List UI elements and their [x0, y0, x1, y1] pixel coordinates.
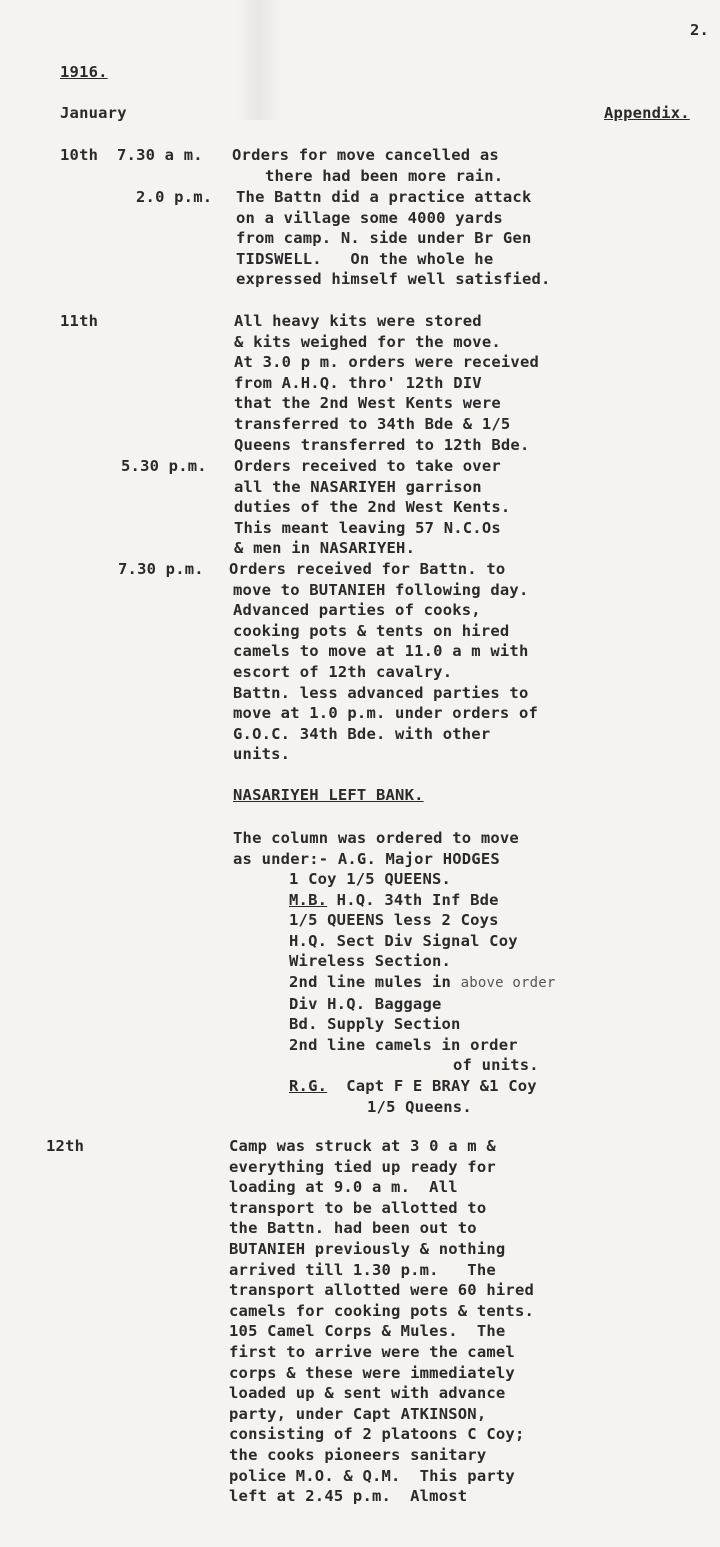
- line: first to arrive were the camel: [229, 1342, 515, 1361]
- line: everything tied up ready for: [229, 1157, 496, 1176]
- line: as under:- A.G. Major HODGES: [233, 849, 500, 868]
- line: G.O.C. 34th Bde. with other: [233, 724, 491, 743]
- entry-11th-2: [234, 456, 510, 559]
- date-12th: 12th: [46, 1137, 85, 1155]
- page-number: 2.: [690, 21, 710, 39]
- line: on a village some 4000 yards: [236, 208, 503, 227]
- line: Camp was struck at 3 0 a m &: [229, 1137, 496, 1155]
- month-label: January: [60, 104, 127, 122]
- line: TIDSWELL. On the whole he: [236, 249, 494, 268]
- line: transferred to 34th Bde & 1/5: [234, 414, 511, 433]
- line: from A.H.Q. thro' 12th DIV: [234, 373, 482, 392]
- line: party, under Capt ATKINSON,: [229, 1404, 487, 1423]
- line: Orders received to take over: [234, 457, 501, 475]
- line: This meant leaving 57 N.C.Os: [234, 518, 501, 537]
- line: BUTANIEH previously & nothing: [229, 1239, 506, 1258]
- line: At 3.0 p m. orders were received: [234, 353, 540, 372]
- column-item: H.Q. Sect Div Signal Coy: [289, 931, 518, 950]
- line: Battn. less advanced parties to: [233, 683, 529, 702]
- line: from camp. N. side under Br Gen: [236, 229, 532, 248]
- column-item-mules: [289, 972, 556, 994]
- above-order-note: above order: [460, 974, 556, 991]
- line: transport allotted were 60 hired: [229, 1281, 535, 1300]
- line: Orders received for Battn. to: [229, 560, 506, 578]
- date-11th: 11th: [60, 312, 99, 330]
- entry-11th-1: [234, 311, 539, 455]
- line: police M.O. & Q.M. This party: [229, 1466, 515, 1485]
- line: consisting of 2 platoons C Coy;: [229, 1425, 525, 1444]
- entry-10th-1: [232, 145, 503, 186]
- entry-10th-2: [236, 187, 551, 290]
- line: Orders for move cancelled as: [232, 146, 499, 164]
- line: 105 Camel Corps & Mules. The: [229, 1322, 506, 1341]
- line: corps & these were immediately: [229, 1363, 515, 1382]
- line: move to BUTANIEH following day.: [233, 580, 529, 599]
- column-item: 1/5 Queens.: [367, 1097, 472, 1116]
- line: camels for cooking pots & tents.: [229, 1301, 535, 1320]
- line: move at 1.0 p.m. under orders of: [233, 704, 539, 723]
- line: that the 2nd West Kents were: [234, 394, 501, 413]
- line: arrived till 1.30 p.m. The: [229, 1260, 496, 1279]
- column-intro: [233, 828, 519, 869]
- date-10th: 10th: [60, 146, 99, 164]
- column-item: Wireless Section.: [289, 952, 452, 971]
- line: All heavy kits were stored: [234, 312, 482, 330]
- line: expressed himself well satisfied.: [236, 270, 551, 289]
- column-order-list: [289, 869, 556, 1117]
- paper-crease: [237, 0, 281, 120]
- line: the Battn. had been out to: [229, 1219, 477, 1238]
- line: Advanced parties of cooks,: [233, 601, 481, 620]
- line: The Battn did a practice attack: [236, 188, 532, 206]
- line: units.: [233, 745, 291, 764]
- entry-12th: [229, 1136, 534, 1507]
- entry-11th-3: [229, 559, 539, 765]
- line: Queens transferred to 12th Bde.: [234, 435, 530, 454]
- line: there had been more rain.: [265, 166, 504, 185]
- column-item: Bd. Supply Section: [289, 1015, 461, 1034]
- mules-text: 2nd line mules in: [289, 972, 461, 991]
- year-heading: 1916.: [60, 63, 108, 81]
- line: left at 2.45 p.m. Almost: [229, 1487, 468, 1506]
- line: loaded up & sent with advance: [229, 1384, 506, 1403]
- rg-text: Capt F E BRAY &1 Coy: [327, 1076, 537, 1095]
- column-item-mb: [289, 890, 556, 911]
- section-heading: NASARIYEH LEFT BANK.: [233, 786, 424, 804]
- appendix-label: Appendix.: [604, 104, 690, 122]
- mb-text: H.Q. 34th Inf Bde: [327, 890, 499, 909]
- column-item: 1/5 QUEENS less 2 Coys: [289, 911, 499, 930]
- time-11th-3: 7.30 p.m.: [118, 560, 204, 578]
- column-item-rg: [289, 1076, 556, 1097]
- line: camels to move at 11.0 a m with: [233, 642, 529, 661]
- time-10th-2: 2.0 p.m.: [136, 188, 213, 206]
- column-item: of units.: [453, 1056, 539, 1075]
- time-10th-1: 7.30 a m.: [117, 146, 203, 164]
- line: cooking pots & tents on hired: [233, 621, 510, 640]
- line: duties of the 2nd West Kents.: [234, 498, 511, 517]
- line: The column was ordered to move: [233, 829, 519, 847]
- column-item: Div H.Q. Baggage: [289, 994, 442, 1013]
- line: escort of 12th cavalry.: [233, 662, 453, 681]
- line: & men in NASARIYEH.: [234, 539, 416, 558]
- mb-label: M.B.: [289, 890, 328, 909]
- line: the cooks pioneers sanitary: [229, 1445, 487, 1464]
- line: transport to be allotted to: [229, 1198, 487, 1217]
- line: & kits weighed for the move.: [234, 332, 501, 351]
- time-11th-2: 5.30 p.m.: [121, 457, 207, 475]
- column-item: 2nd line camels in order: [289, 1035, 518, 1054]
- line: loading at 9.0 a m. All: [229, 1178, 458, 1197]
- rg-label: R.G.: [289, 1076, 328, 1095]
- column-item: 1 Coy 1/5 QUEENS.: [289, 870, 452, 888]
- line: all the NASARIYEH garrison: [234, 477, 482, 496]
